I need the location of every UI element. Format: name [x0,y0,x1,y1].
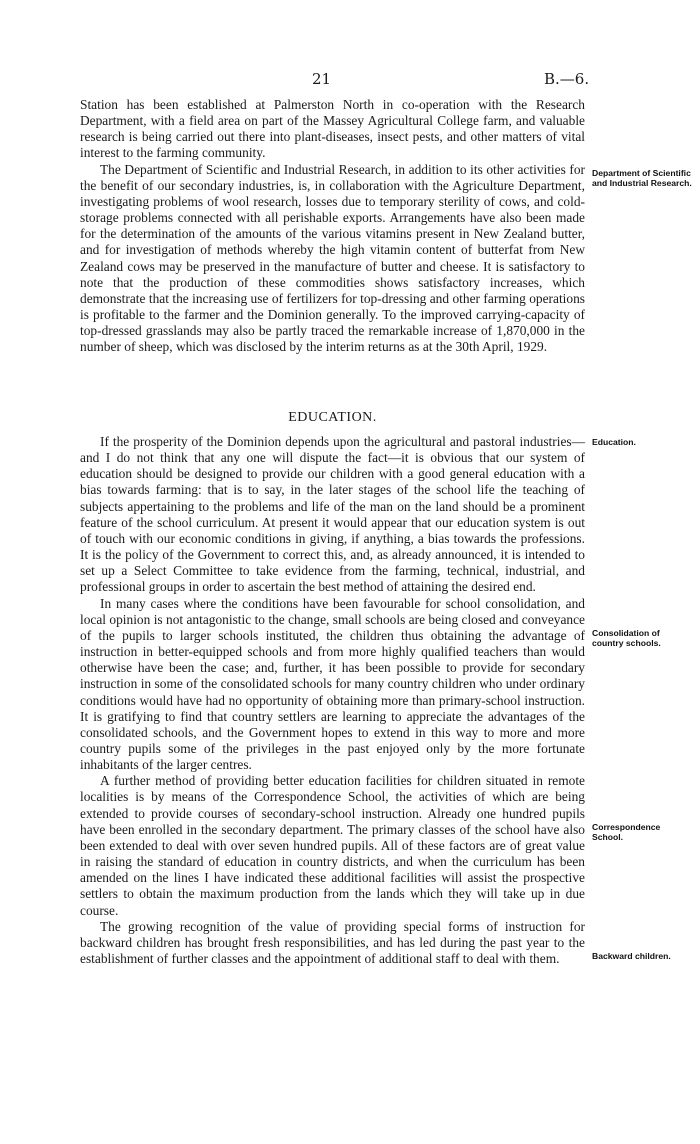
education-text [80,434,585,967]
margin-note-correspondence: Correspondence School. [592,822,661,842]
margin-note-education: Education. [592,437,636,447]
margin-note-backward: Backward children. [592,951,671,961]
education-paragraph-1: If the prosperity of the Dominion depends upon the agricultural and pastoral industries—and I do not think that any one will dispute the fact—it is obvious that our system of education should be designed to provide our children with a good general education with a bias towards farming: that is to say, in the later stages of the school life the teaching of subjects appertaining to the problems and life of the man on the land should be a prominent feature of the school curriculum. At present it would appear that our education system is out of touch with our economic conditions in giving, if anything, a bias towards the professions. It is the policy of the Government to correct this, and, as already announced, it is intended to set up a Select Committee to take evidence from the farming, technical, industrial, and professional groups in order to ascertain the best method of attaining the desired end. [80,434,585,595]
margin-note-dsir: Department of Scientific and Industrial Research. [592,168,692,188]
education-paragraph-4: The growing recognition of the value of providing special forms of instruction for backward children has brought fresh responsibilities, and has led during the past year to the establishment of further classes and the appointment of additional staff to deal with them. [80,918,585,966]
dsir-paragraph: The Department of Scientific and Industrial Research, in addition to its other activities for the benefit of our secondary industries, is, in collaboration with the Agriculture Department, investigating problems of wool research, losses due to temporary sterility of cows, and cold-storage problems connected with all perishable exports. Arrangements have also been made for the determination of the amounts of the various vitamins present in New Zealand butter, and for investigation of methods whereby the high vitamin content of butterfat from New Zealand cows may be preserved in the manufacture of butter and cheese. It is satisfactory to note that the production of these commodities shows satisfactory increases, which demonstrate that the increasing use of fertilizers for top-dressing and other farming operations is profitable to the farmer and the Dominion generally. To the improved carrying-capacity of top-dressed grasslands may also be partly traced the remarkable increase of 1,870,000 in the number of sheep, which was disclosed by the interim returns as at the 30th April, 1929. [80,161,585,355]
continuation-paragraph: Station has been established at Palmerston North in co-operation with the Research Department, with a field area on part of the Massey Agricultural College farm, and valuable research is being carried out there into plant-diseases, insect pests, and other matters of vital interest to the farming community. [80,97,585,161]
intro-text [80,97,585,356]
page-number: 21 [312,70,332,88]
page-header [0,70,700,90]
margin-note-consolidation: Consolidation of country schools. [592,628,661,648]
education-paragraph-3: A further method of providing better education facilities for children situated in remote localities is by means of the Correspondence School, the activities of which are being extended to provide courses of secondary-school instruction. Already one hundred pupils have been enrolled in the secondary department. The primary classes of the school have also been extended to deal with over seven hundred pupils. All of these factors are of great value in raising the standard of education in country districts, and when the curriculum has been amended on the lines I have indicated these additional facilities will assist the prospective settlers to obtain the maximum production from the lands which they will take up in due course. [80,773,585,918]
document-reference: B.—6. [544,70,590,88]
section-heading-education: EDUCATION. [288,410,377,425]
education-paragraph-2: In many cases where the conditions have been favourable for school consolidation, and local opinion is not antagonistic to the change, small schools are being closed and conveyance of the pupils to larger schools instituted, the children thus obtaining the advantage of instruction in better-equipped schools and from more highly qualified teachers than would otherwise have been the case; and, further, it has been possible to provide for secondary instruction in some of the consolidated schools for many country children who under ordinary conditions would have had no opportunity of obtaining more than primary-school instruction. It is gratifying to find that country settlers are learning to appreciate the advantages of the consolidated schools, and the Government hopes to extend in this way to more and more country pupils some of the privileges in the past enjoyed only by the more fortunate inhabitants of the larger centres. [80,595,585,773]
